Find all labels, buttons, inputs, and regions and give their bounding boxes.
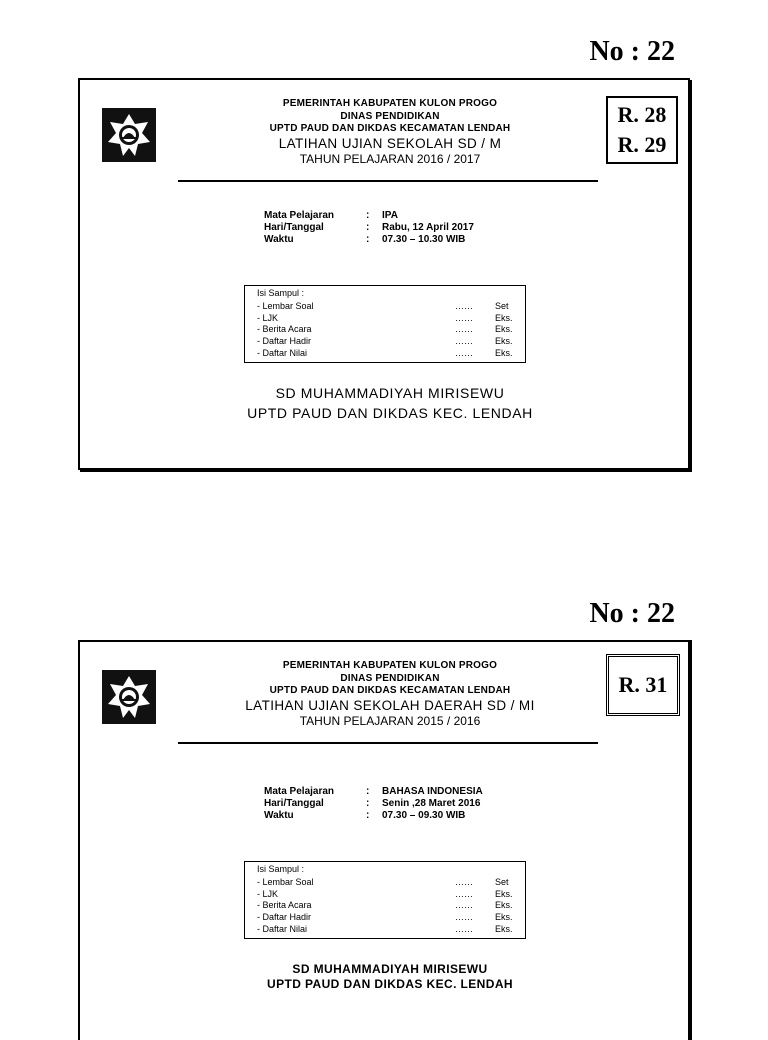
room-number: R. 31	[618, 672, 668, 697]
school-name: SD MUHAMMADIYAH MIRISEWU	[275, 385, 505, 401]
info-row	[264, 798, 483, 810]
contents-row	[257, 336, 517, 348]
info-value: Senin ,28 Maret 2016	[382, 798, 481, 809]
header-divider	[178, 742, 598, 744]
contents-row	[257, 900, 517, 912]
contents-item: - Lembar Soal	[257, 876, 314, 887]
regency-emblem-icon	[102, 670, 156, 724]
contents-row	[257, 324, 517, 336]
info-colon: :	[366, 798, 370, 809]
contents-dots: ……	[455, 347, 473, 358]
info-colon: :	[366, 810, 370, 821]
info-colon: :	[366, 786, 370, 797]
school-district: UPTD PAUD DAN DIKDAS KEC. LENDAH	[267, 977, 513, 991]
contents-unit: Set	[495, 876, 509, 887]
info-row	[264, 810, 483, 822]
contents-dots: ……	[455, 888, 473, 899]
envelope-label-card-2	[78, 640, 690, 1040]
contents-dots: ……	[455, 900, 473, 911]
info-row	[264, 234, 474, 246]
envelope-contents-box	[244, 861, 526, 939]
info-key: Mata Pelajaran	[264, 786, 335, 797]
contents-row	[257, 301, 517, 313]
envelope-contents-box	[244, 285, 526, 363]
info-key: Hari/Tanggal	[264, 222, 324, 233]
exam-info	[264, 786, 483, 822]
school-name: SD MUHAMMADIYAH MIRISEWU	[292, 962, 488, 976]
contents-unit: Eks.	[495, 324, 513, 335]
header-divider	[178, 180, 598, 182]
contents-title: Isi Sampul :	[257, 864, 305, 874]
contents-unit: Eks.	[495, 347, 513, 358]
contents-item: - Daftar Nilai	[257, 347, 308, 358]
info-value: 07.30 – 10.30 WIB	[382, 234, 466, 245]
contents-dots: ……	[455, 300, 473, 311]
contents-unit: Eks.	[495, 336, 513, 347]
header-uptd: UPTD PAUD DAN DIKDAS KECAMATAN LENDAH	[269, 685, 511, 696]
contents-row	[257, 912, 517, 924]
contents-row	[257, 924, 517, 936]
contents-unit: Eks.	[495, 900, 513, 911]
contents-unit: Eks.	[495, 888, 513, 899]
contents-item: - Lembar Soal	[257, 300, 314, 311]
exam-title: LATIHAN UJIAN SEKOLAH DAERAH SD / MI	[245, 697, 535, 713]
room-badge	[606, 654, 680, 716]
contents-row	[257, 877, 517, 889]
regency-emblem-icon	[102, 108, 156, 162]
academic-year: TAHUN PELAJARAN 2016 / 2017	[299, 151, 481, 166]
info-row	[264, 222, 474, 234]
header-government: PEMERINTAH KABUPATEN KULON PROGO	[282, 660, 498, 671]
exam-info	[264, 210, 474, 246]
contents-item: - Berita Acara	[257, 900, 312, 911]
info-row	[264, 786, 483, 798]
info-key: Waktu	[264, 234, 294, 245]
contents-dots: ……	[455, 312, 473, 323]
contents-item: - Berita Acara	[257, 324, 312, 335]
contents-row	[257, 348, 517, 360]
header-block	[180, 98, 600, 166]
room-number: R. 28	[617, 102, 667, 127]
envelope-number-2: No : 22	[589, 598, 675, 629]
contents-unit: Eks.	[495, 312, 513, 323]
contents-item: - Daftar Nilai	[257, 923, 308, 934]
info-key: Waktu	[264, 810, 294, 821]
envelope-number-1: No : 22	[589, 36, 675, 67]
info-key: Hari/Tanggal	[264, 798, 324, 809]
info-value: BAHASA INDONESIA	[382, 786, 483, 797]
contents-row	[257, 889, 517, 901]
contents-dots: ……	[455, 336, 473, 347]
contents-dots: ……	[455, 912, 473, 923]
info-colon: :	[366, 234, 370, 245]
info-value: IPA	[382, 210, 398, 221]
room-badge	[606, 96, 678, 164]
info-row	[264, 210, 474, 222]
header-department: DINAS PENDIDIKAN	[340, 672, 440, 684]
info-key: Mata Pelajaran	[264, 210, 335, 221]
contents-dots: ……	[455, 923, 473, 934]
room-number: R. 29	[617, 132, 667, 157]
contents-item: - Daftar Hadir	[257, 912, 312, 923]
contents-item: - LJK	[257, 888, 279, 899]
exam-title: LATIHAN UJIAN SEKOLAH SD / M	[278, 135, 502, 151]
header-uptd: UPTD PAUD DAN DIKDAS KECAMATAN LENDAH	[269, 123, 511, 134]
contents-unit: Set	[495, 300, 509, 311]
envelope-label-card-1	[78, 78, 690, 470]
contents-title: Isi Sampul :	[257, 288, 305, 298]
info-colon: :	[366, 222, 370, 233]
school-district: UPTD PAUD DAN DIKDAS KEC. LENDAH	[247, 405, 533, 421]
header-block	[180, 660, 600, 728]
info-value: 07.30 – 09.30 WIB	[382, 810, 466, 821]
header-government: PEMERINTAH KABUPATEN KULON PROGO	[282, 98, 498, 109]
contents-unit: Eks.	[495, 923, 513, 934]
academic-year: TAHUN PELAJARAN 2015 / 2016	[299, 713, 481, 728]
contents-item: - LJK	[257, 312, 279, 323]
contents-dots: ……	[455, 324, 473, 335]
info-value: Rabu, 12 April 2017	[382, 222, 474, 233]
header-department: DINAS PENDIDIKAN	[340, 110, 440, 122]
contents-row	[257, 313, 517, 325]
contents-dots: ……	[455, 876, 473, 887]
contents-item: - Daftar Hadir	[257, 336, 312, 347]
contents-unit: Eks.	[495, 912, 513, 923]
info-colon: :	[366, 210, 370, 221]
